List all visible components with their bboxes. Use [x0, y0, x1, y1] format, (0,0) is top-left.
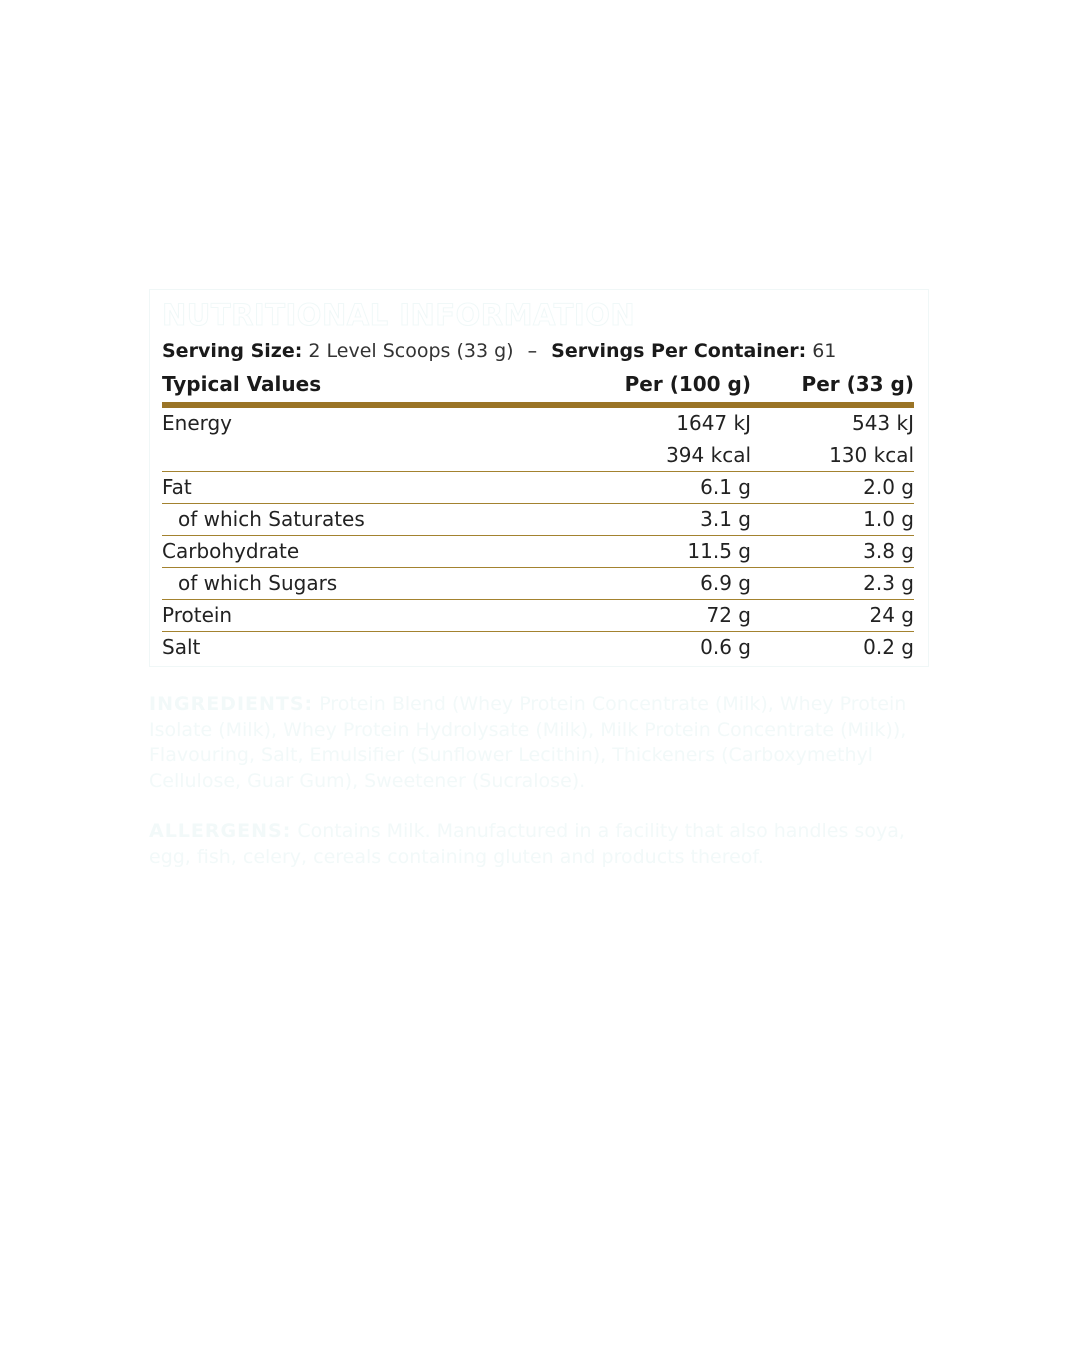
row-divider — [162, 471, 914, 472]
ingredients-body: Protein Blend (Whey Protein Concentrate (Milk), Whey Protein Isolate (Milk), Whey Protein Hydrolysate (Milk), Milk Protein Concentrate (Milk)), Flavouring, Salt, Emulsifier (Sunflower Lecithin), Thickeners (Carboxymethyl Cellulose, Guar Gum), Sweetener (Sucralose). — [149, 693, 907, 792]
allergens-text — [149, 819, 929, 870]
row-divider — [162, 535, 914, 536]
serving-size-label: Serving Size: — [162, 340, 303, 362]
row-label: Protein — [162, 603, 233, 627]
servings-per-container-label: Servings Per Container: — [551, 340, 807, 362]
ingredients-text — [149, 692, 929, 794]
row-per100: 394 kcal — [666, 443, 751, 467]
row-label: of which Sugars — [178, 571, 338, 595]
table-row-salt — [162, 635, 914, 667]
row-label: of which Saturates — [178, 507, 365, 531]
row-label: Energy — [162, 411, 233, 435]
row-divider — [162, 599, 914, 600]
row-per-serving: 1.0 g — [863, 507, 914, 531]
allergens-body: Contains Milk. Manufactured in a facility that also handles soya, egg, fish, celery, cereals containing gluten and products thereof. — [149, 820, 905, 868]
header-per-serving: Per (33 g) — [801, 372, 914, 396]
row-per100: 0.6 g — [700, 635, 751, 659]
row-per-serving: 3.8 g — [863, 539, 914, 563]
row-divider — [162, 567, 914, 568]
row-per-serving: 2.3 g — [863, 571, 914, 595]
row-per100: 11.5 g — [687, 539, 751, 563]
header-typical-values: Typical Values — [162, 372, 322, 396]
row-per-serving: 130 kcal — [829, 443, 914, 467]
row-label: Fat — [162, 475, 192, 499]
row-per100: 3.1 g — [700, 507, 751, 531]
serving-size-value: 2 Level Scoops (33 g) — [308, 340, 514, 362]
row-divider — [162, 503, 914, 504]
row-label: Salt — [162, 635, 201, 659]
serving-info — [162, 340, 836, 362]
row-per-serving: 24 g — [869, 603, 914, 627]
row-per100: 1647 kJ — [676, 411, 751, 435]
row-per-serving: 543 kJ — [851, 411, 914, 435]
row-divider — [162, 631, 914, 632]
table-row-energy-kj — [162, 411, 914, 443]
row-per-serving: 0.2 g — [863, 635, 914, 659]
header-divider — [162, 402, 914, 408]
ingredients-label: INGREDIENTS: — [149, 693, 314, 715]
nutrition-title: NUTRITIONAL INFORMATION — [162, 298, 636, 332]
row-per100: 6.9 g — [700, 571, 751, 595]
allergens-label: ALLERGENS: — [149, 820, 292, 842]
servings-per-container-value: 61 — [812, 340, 837, 362]
table-header — [162, 372, 914, 402]
row-per-serving: 2.0 g — [863, 475, 914, 499]
row-per100: 72 g — [706, 603, 751, 627]
row-per100: 6.1 g — [700, 475, 751, 499]
row-label: Carbohydrate — [162, 539, 300, 563]
header-per-100g: Per (100 g) — [624, 372, 751, 396]
serving-separator: – — [527, 340, 538, 362]
